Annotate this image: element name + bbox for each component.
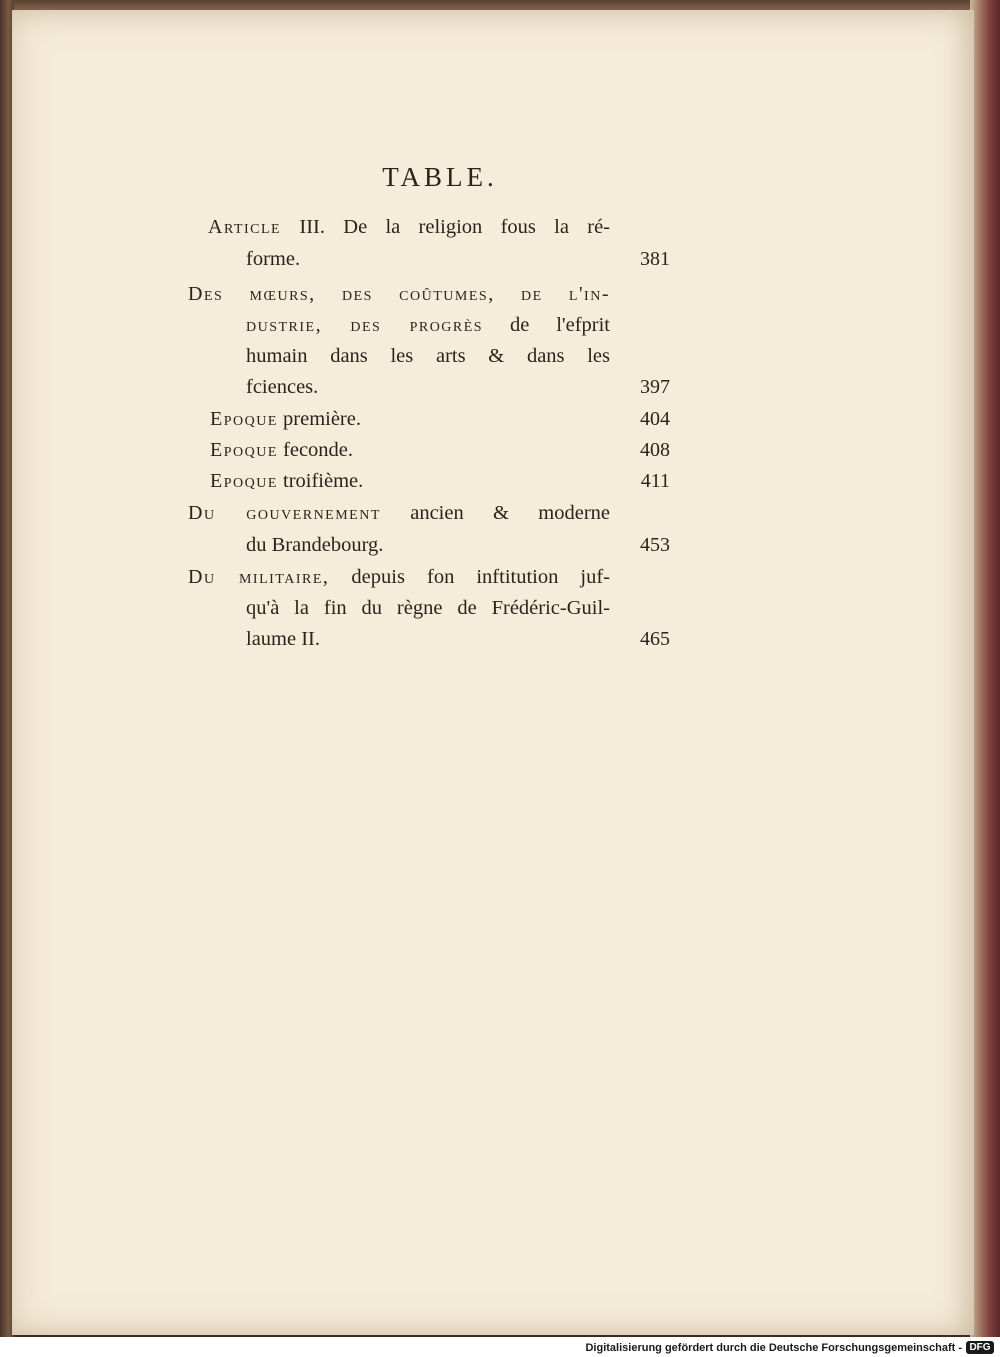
toc-page-number: 453 bbox=[640, 534, 670, 556]
toc-entry-line: qu'à la fin du règne de Frédéric-Guil- bbox=[246, 597, 610, 619]
toc-entry-line: Epoque première. bbox=[210, 408, 361, 430]
toc-page-number: 408 bbox=[640, 439, 670, 461]
toc-entry-line: fciences. bbox=[246, 376, 319, 398]
footer-strip bbox=[0, 1337, 1000, 1357]
dfg-logo: DFG bbox=[966, 1341, 994, 1354]
toc-entry-line: laume II. bbox=[246, 628, 320, 650]
toc-page-number: 397 bbox=[640, 376, 670, 398]
toc-page-number: 381 bbox=[640, 248, 670, 270]
toc-entry-line: du Brandebourg. bbox=[246, 534, 384, 556]
toc-entry-line: Du gouvernement ancien & moderne bbox=[188, 502, 610, 524]
toc-entry-line: Epoque troifième. bbox=[210, 470, 364, 492]
toc-entry-line: Article III. De la religion fous la ré- bbox=[208, 216, 610, 238]
toc-entry-line: Du militaire, depuis fon inftitution juf- bbox=[188, 566, 610, 588]
page-title: TABLE. bbox=[382, 162, 498, 192]
toc-entry-line: humain dans les arts & dans les bbox=[246, 345, 610, 367]
footer-credit-text: Digitalisierung gefördert durch die Deutsche Forschungsgemeinschaft - bbox=[585, 1342, 962, 1354]
toc-entry-line: forme. bbox=[246, 248, 301, 270]
toc-entry-line: Epoque feconde. bbox=[210, 439, 354, 461]
toc-page-number: 465 bbox=[640, 628, 670, 650]
toc-page-number: 411 bbox=[640, 470, 670, 492]
toc-entry-line: dustrie, des progrès de l'efprit bbox=[246, 314, 610, 336]
toc-page-number: 404 bbox=[640, 408, 670, 430]
toc-entry-line: Des mœurs, des coûtumes, de l'in- bbox=[188, 283, 610, 305]
